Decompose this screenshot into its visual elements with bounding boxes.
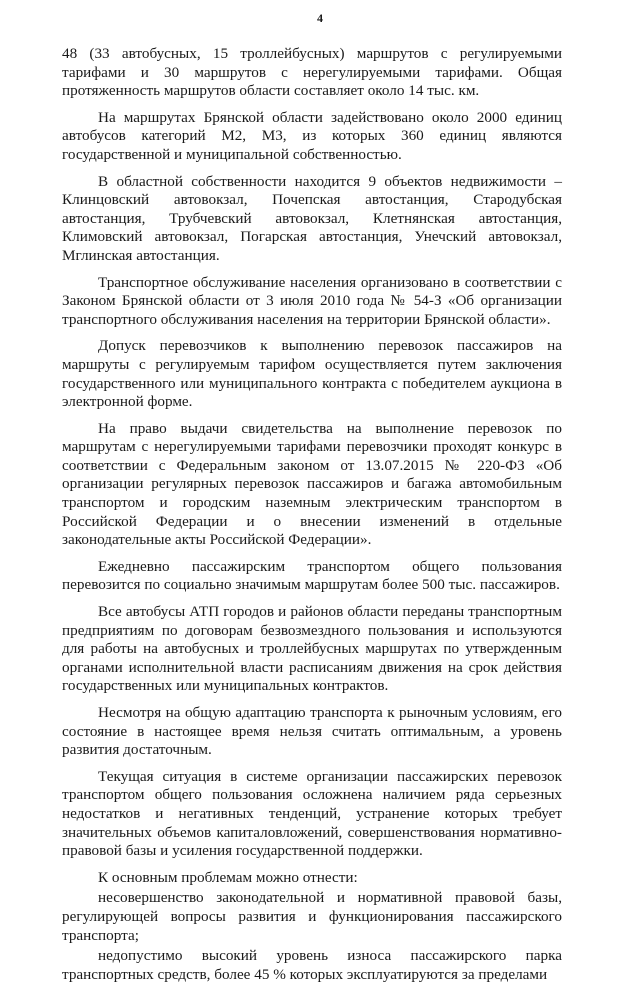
list-item: недопустимо высокий уровень износа пассажирского парка транспортных средств, более 45 % которых эксплуатируются за пределами [62,947,562,983]
body-text [62,45,562,986]
paragraph: На право выдачи свидетельства на выполнение перевозок по маршрутам с нерегулируемыми тарифами перевозчики проходят конкурс в соответствии с Федеральным законом от 13.07.2015 № 220-ФЗ «Об организации регулярных перевозок пассажиров и багажа автомобильным транспортом и городским наземным электрическим транспортом в Российской Федерации и о внесении изменений в отдельные законодательные акты Российской Федерации». [62,419,562,549]
paragraph: Допуск перевозчиков к выполнению перевозок пассажиров на маршруты с регулируемым тарифом осуществляется путем заключения государственного или муниципального контракта с победителем аукциона в электронной форме. [62,337,562,411]
paragraph: В областной собственности находится 9 объектов недвижимости – Клинцовский автовокзал, Почепская автостанция, Стародубская автостанция, Трубчевский автовокзал, Клетнянская автостанция, Климовский автовокзал, Погарская автостанция, Унечский автовокзал, Мглинская автостанция. [62,172,562,264]
paragraph: К основным проблемам можно отнести: [98,868,358,886]
paragraph: Несмотря на общую адаптацию транспорта к рыночным условиям, его состояние в настоящее время нельзя считать оптимальным, а уровень развития достаточным. [62,704,562,759]
paragraph: Транспортное обслуживание населения организовано в соответствии с Законом Брянской области от 3 июля 2010 года № 54-З «Об организации транспортного обслуживания населения на территории Брянской области». [62,273,562,328]
paragraph: Ежедневно пассажирским транспортом общего пользования перевозится по социально значимым маршрутам более 500 тыс. пассажиров. [62,557,562,594]
paragraph: Текущая ситуация в системе организации пассажирских перевозок транспортом общего пользования осложнена наличием ряда серьезных недостатков и негативных тенденций, устранение которых требует значительных объемов капиталовложений, совершенствования нормативно-правовой базы и усиления государственной поддержки. [62,767,562,860]
paragraph: 48 (33 автобусных, 15 троллейбусных) маршрутов с регулируемыми тарифами и 30 маршрутов с нерегулируемыми тарифами. Общая протяженность маршрутов области составляет около 14 тыс. км. [62,45,562,100]
list-item: несовершенство законодательной и нормативной правовой базы, регулирующей вопросы развития и функционирования пассажирского транспорта; [62,889,562,944]
paragraph: Все автобусы АТП городов и районов области переданы транспортным предприятиям по договорам безвозмездного пользования и используются для работы на автобусных и троллейбусных маршрутах по утвержденным органами исполнительной власти расписаниям движения на срок действия государственных или муниципальных контрактов. [62,603,562,695]
paragraph: На маршрутах Брянской области задействовано около 2000 единиц автобусов категорий М2, М3, из которых 360 единиц являются государственной и муниципальной собственностью. [62,108,562,163]
page-number: 4 [317,11,323,25]
